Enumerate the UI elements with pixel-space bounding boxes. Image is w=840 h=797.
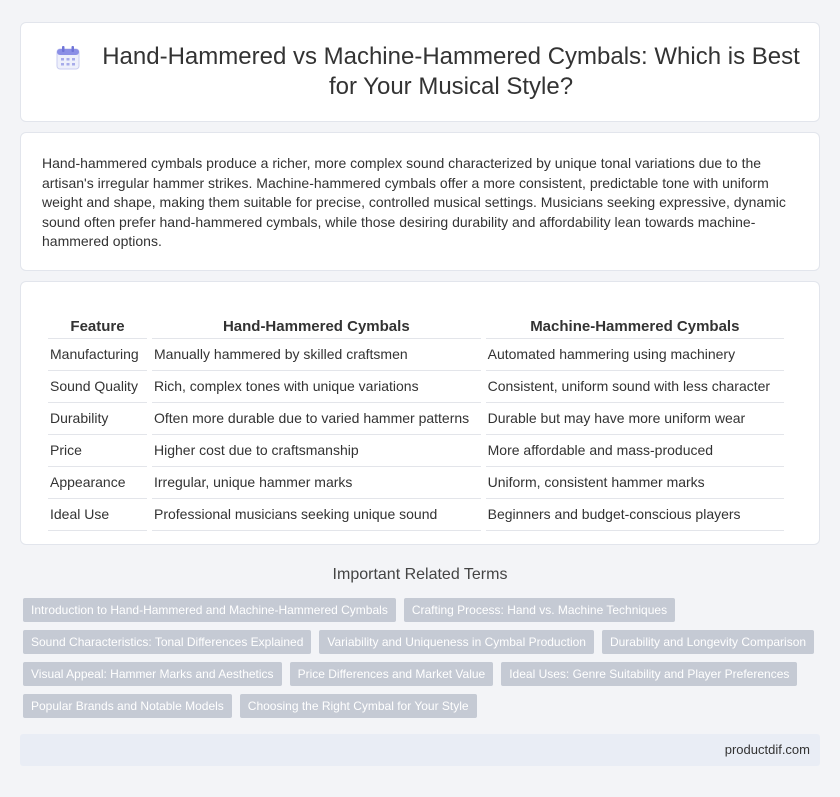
header-machine-hammered: Machine-Hammered Cymbals bbox=[486, 315, 784, 339]
intro-paragraph: Hand-hammered cymbals produce a richer, more complex sound characterized by unique tonal variations due to the artisan's irregular hammer strikes. Machine-hammered cymbals offer a more consistent, predictable tone with uniform weight and shape, making them suitable for precise, controlled musical settings. Musicians seeking expressive, dynamic sound often prefer hand-hammered cymbals, while those desiring durability and affordability lean towards machine-hammered options. bbox=[42, 155, 786, 249]
tag-row bbox=[23, 662, 823, 686]
tag-row bbox=[23, 598, 823, 622]
calendar-icon bbox=[54, 45, 82, 71]
footer-site-link[interactable]: productdif.com bbox=[724, 742, 810, 757]
table-cell: More affordable and mass-produced bbox=[486, 435, 784, 467]
table-cell: Often more durable due to varied hammer patterns bbox=[152, 403, 481, 435]
table-cell: Sound Quality bbox=[48, 371, 147, 403]
table-row bbox=[48, 339, 784, 371]
related-term-tag[interactable]: Crafting Process: Hand vs. Machine Techniques bbox=[404, 598, 675, 622]
related-term-tag[interactable]: Choosing the Right Cymbal for Your Style bbox=[240, 694, 477, 718]
related-term-tag[interactable]: Price Differences and Market Value bbox=[290, 662, 494, 686]
related-term-tag[interactable]: Introduction to Hand-Hammered and Machine-Hammered Cymbals bbox=[23, 598, 396, 622]
table-cell: Consistent, uniform sound with less character bbox=[486, 371, 784, 403]
table-cell: Uniform, consistent hammer marks bbox=[486, 467, 784, 499]
footer bbox=[20, 734, 820, 766]
related-term-tag[interactable]: Variability and Uniqueness in Cymbal Production bbox=[319, 630, 594, 654]
related-term-tag[interactable]: Ideal Uses: Genre Suitability and Player Preferences bbox=[501, 662, 797, 686]
table-row bbox=[48, 403, 784, 435]
table-cell: Beginners and budget-conscious players bbox=[486, 499, 784, 531]
table-cell: Ideal Use bbox=[48, 499, 147, 531]
table-cell: Manually hammered by skilled craftsmen bbox=[152, 339, 481, 371]
table-cell: Appearance bbox=[48, 467, 147, 499]
tag-row bbox=[23, 630, 823, 654]
table-header-row bbox=[48, 315, 784, 339]
tag-row bbox=[23, 694, 823, 718]
comparison-card bbox=[20, 281, 820, 545]
comparison-table bbox=[43, 315, 789, 531]
related-term-tag[interactable]: Popular Brands and Notable Models bbox=[23, 694, 232, 718]
related-term-tag[interactable]: Sound Characteristics: Tonal Differences Explained bbox=[23, 630, 311, 654]
table-cell: Professional musicians seeking unique sound bbox=[152, 499, 481, 531]
related-term-tag[interactable]: Durability and Longevity Comparison bbox=[602, 630, 814, 654]
related-terms-heading: Important Related Terms bbox=[332, 566, 508, 583]
table-cell: Rich, complex tones with unique variations bbox=[152, 371, 481, 403]
table-cell: Irregular, unique hammer marks bbox=[152, 467, 481, 499]
table-row bbox=[48, 499, 784, 531]
table-row bbox=[48, 467, 784, 499]
table-row bbox=[48, 371, 784, 403]
related-term-tag[interactable]: Visual Appeal: Hammer Marks and Aesthetics bbox=[23, 662, 282, 686]
table-cell: Price bbox=[48, 435, 147, 467]
header-feature: Feature bbox=[48, 315, 147, 339]
table-cell: Automated hammering using machinery bbox=[486, 339, 784, 371]
table-row bbox=[48, 435, 784, 467]
table-cell: Durable but may have more uniform wear bbox=[486, 403, 784, 435]
table-cell: Manufacturing bbox=[48, 339, 147, 371]
intro-card bbox=[20, 132, 820, 271]
header-hand-hammered: Hand-Hammered Cymbals bbox=[152, 315, 481, 339]
table-cell: Durability bbox=[48, 403, 147, 435]
related-terms-list bbox=[23, 598, 823, 726]
table-cell: Higher cost due to craftsmanship bbox=[152, 435, 481, 467]
page-title: Hand-Hammered vs Machine-Hammered Cymbals: Which is Best for Your Musical Style? bbox=[102, 43, 800, 100]
title-card bbox=[20, 22, 820, 122]
